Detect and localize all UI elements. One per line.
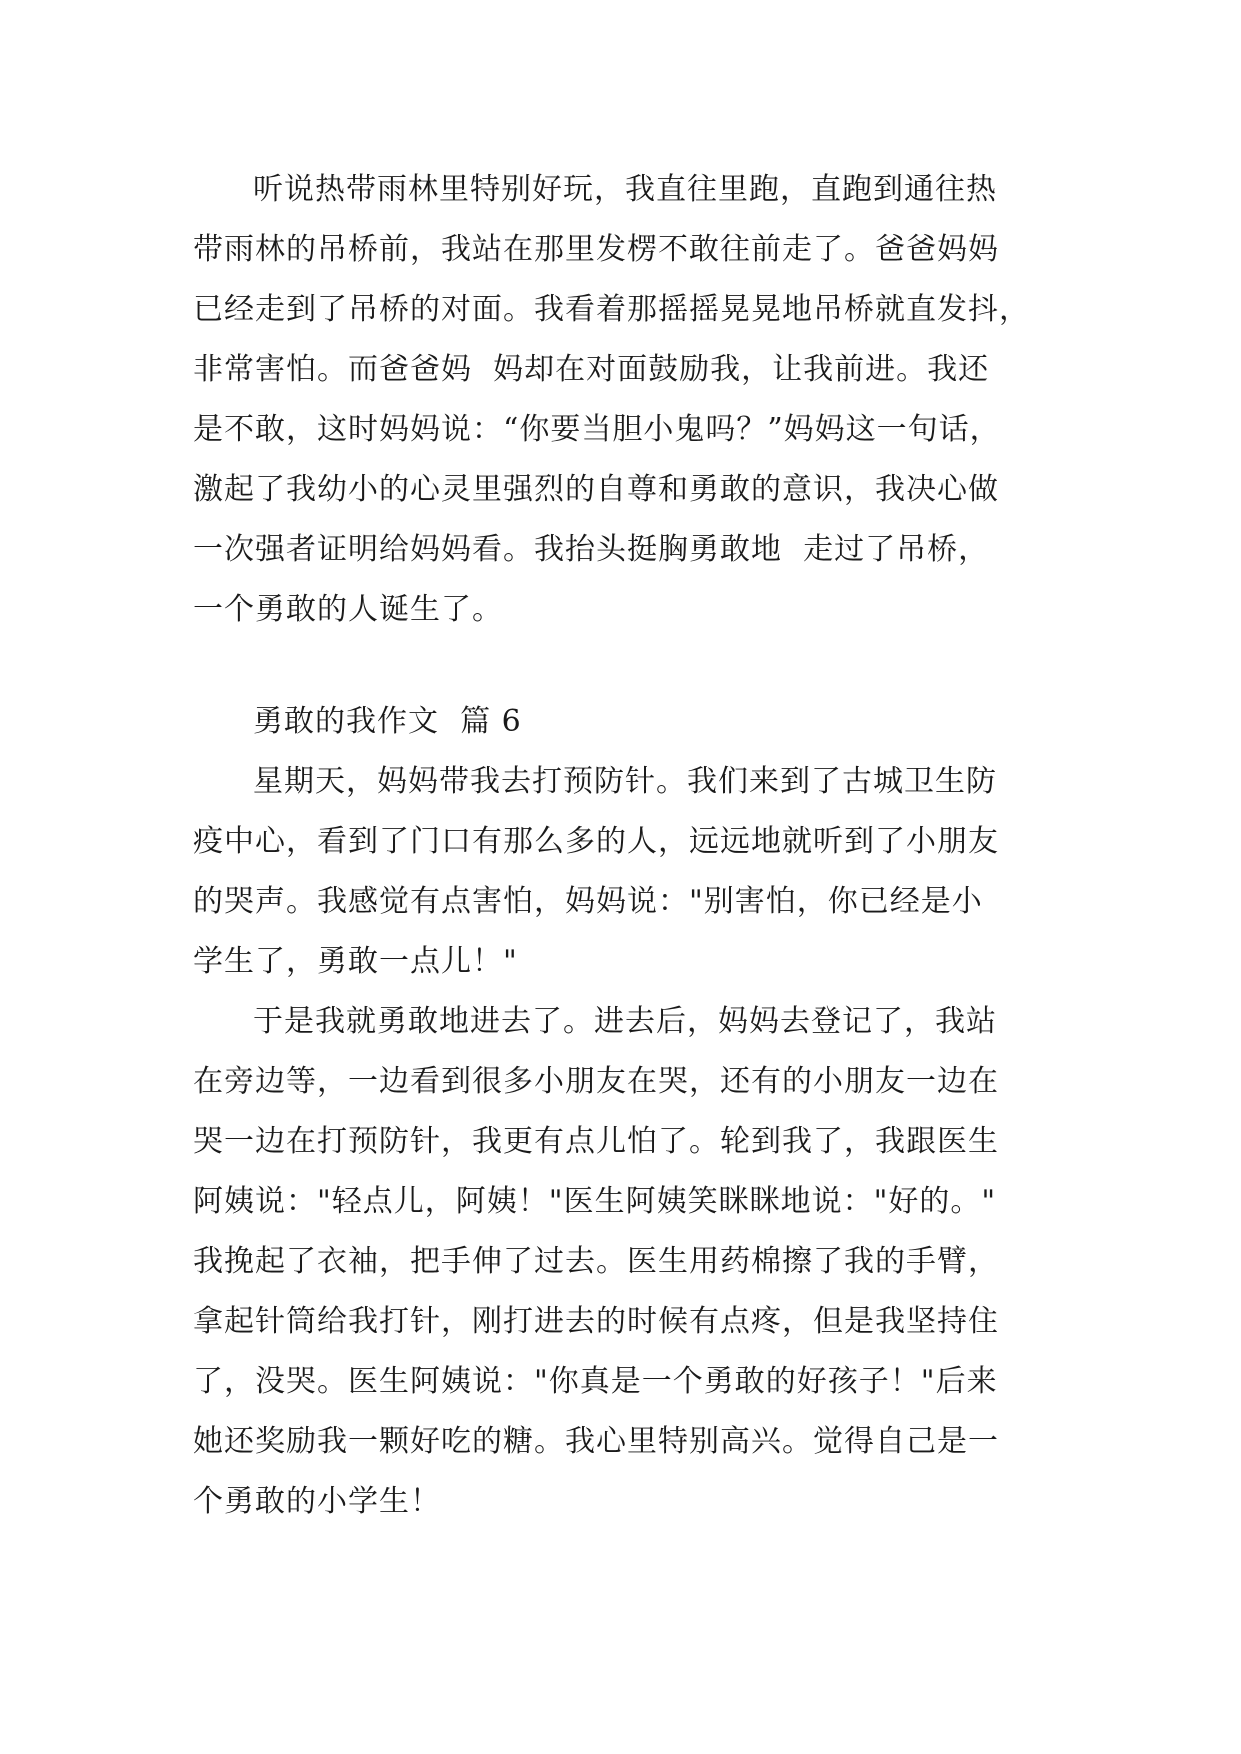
paragraph-line: 是不敢，这时妈妈说：“你要当胆小鬼吗？”妈妈这一句话， (193, 412, 1001, 447)
paragraph-line: 学生了，勇敢一点儿！" (193, 944, 518, 979)
paragraph-line: 星期天，妈妈带我去打预防针。我们来到了古城卫生防 (253, 764, 997, 799)
paragraph-line: 在旁边等，一边看到很多小朋友在哭，还有的小朋友一边在 (193, 1064, 999, 1099)
paragraph-line: 一次强者证明给妈妈看。我抬头挺胸勇敢地 走过了吊桥， (193, 532, 990, 567)
paragraph-line: 阿姨说："轻点儿，阿姨！"医生阿姨笑眯眯地说："好的。" (193, 1184, 997, 1219)
paragraph-line: 拿起针筒给我打针，刚打进去的时候有点疼，但是我坚持住 (193, 1304, 999, 1339)
paragraph-line: 哭一边在打预防针，我更有点儿怕了。轮到我了，我跟医生 (193, 1124, 999, 1159)
paragraph-line: 听说热带雨林里特别好玩，我直往里跑，直跑到通往热 (253, 172, 997, 207)
paragraph-line: 的哭声。我感觉有点害怕，妈妈说："别害怕，你已经是小 (193, 884, 983, 919)
paragraph-line: 个勇敢的小学生！ (193, 1484, 441, 1519)
paragraph-line: 我挽起了衣袖，把手伸了过去。医生用药棉擦了我的手臂， (193, 1244, 999, 1279)
paragraph-line: 于是我就勇敢地进去了。进去后，妈妈去登记了，我站 (253, 1004, 997, 1039)
paragraph-line: 她还奖励我一颗好吃的糖。我心里特别高兴。觉得自己是一 (193, 1424, 999, 1459)
paragraph-line: 非常害怕。而爸爸妈 妈却在对面鼓励我，让我前进。我还 (193, 352, 990, 387)
paragraph-line: 一个勇敢的人诞生了。 (193, 592, 503, 627)
section-heading: 勇敢的我作文 篇 6 (253, 704, 522, 739)
paragraph-line: 疫中心，看到了门口有那么多的人，远远地就听到了小朋友 (193, 824, 999, 859)
paragraph-line: 了，没哭。医生阿姨说："你真是一个勇敢的好孩子！"后来 (193, 1364, 998, 1399)
paragraph-line: 带雨林的吊桥前，我站在那里发楞不敢往前走了。爸爸妈妈 (193, 232, 999, 267)
paragraph-line: 已经走到了吊桥的对面。我看着那摇摇晃晃地吊桥就直发抖， (193, 292, 1030, 327)
paragraph-line: 激起了我幼小的心灵里强烈的自尊和勇敢的意识，我决心做 (193, 472, 999, 507)
